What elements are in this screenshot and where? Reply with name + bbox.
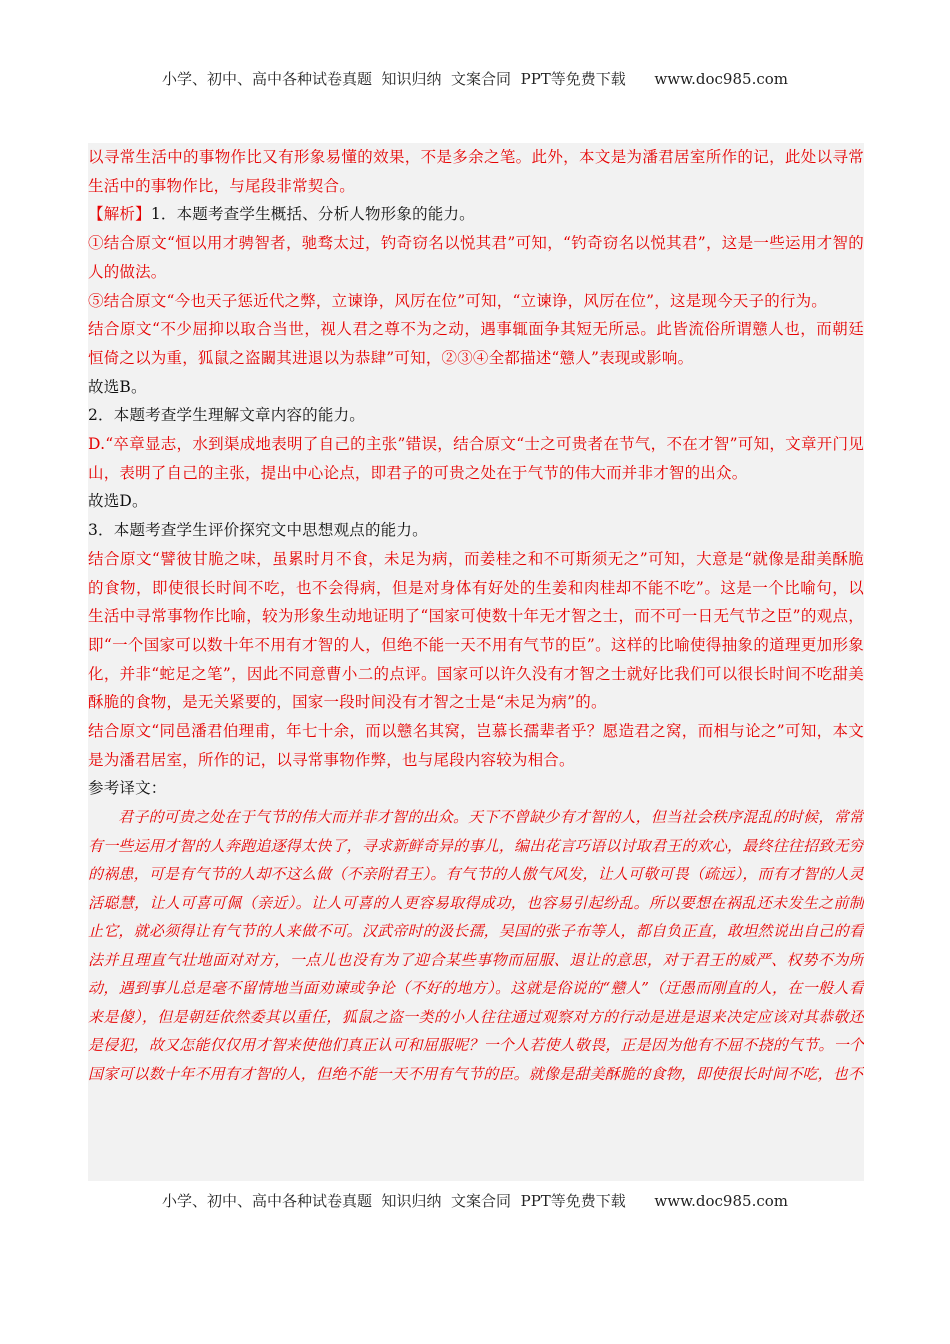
analysis-heading xyxy=(88,200,864,229)
paragraph-1: 以寻常生活中的事物作比又有形象易懂的效果，不是多余之笔。此外，本文是为潘君居室所作的记，此处以寻常生活中的事物作比，与尾段非常契合。 xyxy=(88,148,864,195)
paragraph-metaphor: 结合原文“譬彼甘脆之味，虽累时月不食，未足为病，而姜桂之和不可斯须无之”可知，大意是“就像是甜美酥脆的食物，即使很长时间不吃，也不会得病，但是对身体有好处的生姜和肉桂却不能不吃”。这是一个比喻句，以生活中寻常事物作比喻，较为形象生动地证明了“国家可使数十年无才智之士，而不可一日无气节之臣”的观点，即“一个国家可以数十年不用有才智的人，但绝不能一天不用有气节的臣”。这样的比喻使得抽象的道理更加形象化，并非“蛇足之笔”，因此不同意曹小二的点评。国家可以许久没有才智之士就好比我们可以很长时间不吃甜美酥脆的食物，是无关紧要的，国家一段时间没有才智之士是“未足为病”的。 xyxy=(88,549,864,712)
paragraph-ending: 结合原文“同邑潘君伯理甫，年七十余，而以戆名其窝，岂慕长孺辈者乎？愿造君之窝，而相与论之”可知，本文是为潘君居室，所作的记，以寻常事物作弊，也与尾段内容较为相合。 xyxy=(88,722,864,769)
translation-label: 参考译文： xyxy=(88,779,167,798)
analysis-item-3: 3．本题考查学生评价探究文中思想观点的能力。 xyxy=(88,521,428,540)
paragraph-option-5: ⑤结合原文“今也天子惩近代之弊，立谏诤，风厉在位”可知，“立谏诤，风厉在位”，这是现今天子的行为。 xyxy=(88,291,827,310)
paragraph-combined: 结合原文“不少屈抑以取合当世，视人君之尊不为之动，遇事辄面争其短无所忌。此皆流俗所谓戆人也，而朝廷恒倚之以为重，狐鼠之盗闞其进退以为恭肆”可知，②③④全都描述“戆人”表现或影响。 xyxy=(88,320,864,367)
answer-analysis-section xyxy=(88,143,864,1181)
page-footer: 小学、初中、高中各种试卷真题 知识归纳 文案合同 PPT等免费下载 www.doc985.com xyxy=(161,1192,788,1210)
paragraph-option-1: ①结合原文“恒以用才骋智者，驰骛太过，钓奇窃名以悦其君”可知，“钓奇窃名以悦其君”，这是一些运用才智的人的做法。 xyxy=(88,234,864,281)
answer-d: 故选D。 xyxy=(88,492,148,511)
analysis-item-1: 1．本题考查学生概括、分析人物形象的能力。 xyxy=(150,205,475,224)
answer-b: 故选B。 xyxy=(88,377,147,396)
translation-text: 君子的可贵之处在于气节的伟大而并非才智的出众。天下不曾缺少有才智的人，但当社会秩序混乱的时候，常常有一些运用才智的人奔跑追逐得太快了，寻求新鲜奇异的事儿，编出花言巧语以讨取君王的欢心，最终往往招致无穷的祸患，可是有气节的人却不这么做（不亲附君王）。有气节的人傲气风发，让人可敬可畏（疏远），而有才智的人灵活聪慧，让人可喜可佩（亲近）。让人可喜的人更容易取得成功，也容易引起纷乱。所以要想在祸乱还未发生之前制止它，就必须得让有气节的人来做不可。汉武帝时的汲长孺，吴国的张子布等人，都自负正直，敢坦然说出自己的看法并且理直气壮地面对对方，一点儿也没有为了迎合某些事物而屈服、退让的意思，对于君王的威严、权势不为所动，遇到事儿总是毫不留情地当面劝谏或争论（不好的地方）。这就是俗说的“戆人”（迂愚而刚直的人，在一般人看来是傻），但是朝廷依然委其以重任，狐鼠之盗一类的小人往往通过观察对方的行动是进是退来决定应该对其恭敬还是侵犯，故又怎能仅仅用才智来使他们真正认可和屈服呢？一个人若使人敬畏，正是因为他有不屈不挠的气节。一个国家可以数十年不用有才智的人，但绝不能一天不用有气节的臣。就像是甜美酥脆的食物，即使很长时间不吃，也不 xyxy=(88,808,864,1083)
paragraph-option-d: D.“卒章显志，水到渠成地表明了自己的主张”错误，结合原文“士之可贵者在节气，不在才智”可知，文章开门见山，表明了自己的主张，提出中心论点，即君子的可贵之处在于气节的伟大而并非才智的出众。 xyxy=(88,435,864,482)
analysis-label: 【解析】 xyxy=(88,205,151,224)
page-header: 小学、初中、高中各种试卷真题 知识归纳 文案合同 PPT等免费下载 www.doc985.com xyxy=(161,70,788,88)
analysis-item-2: 2．本题考查学生理解文章内容的能力。 xyxy=(88,406,365,425)
